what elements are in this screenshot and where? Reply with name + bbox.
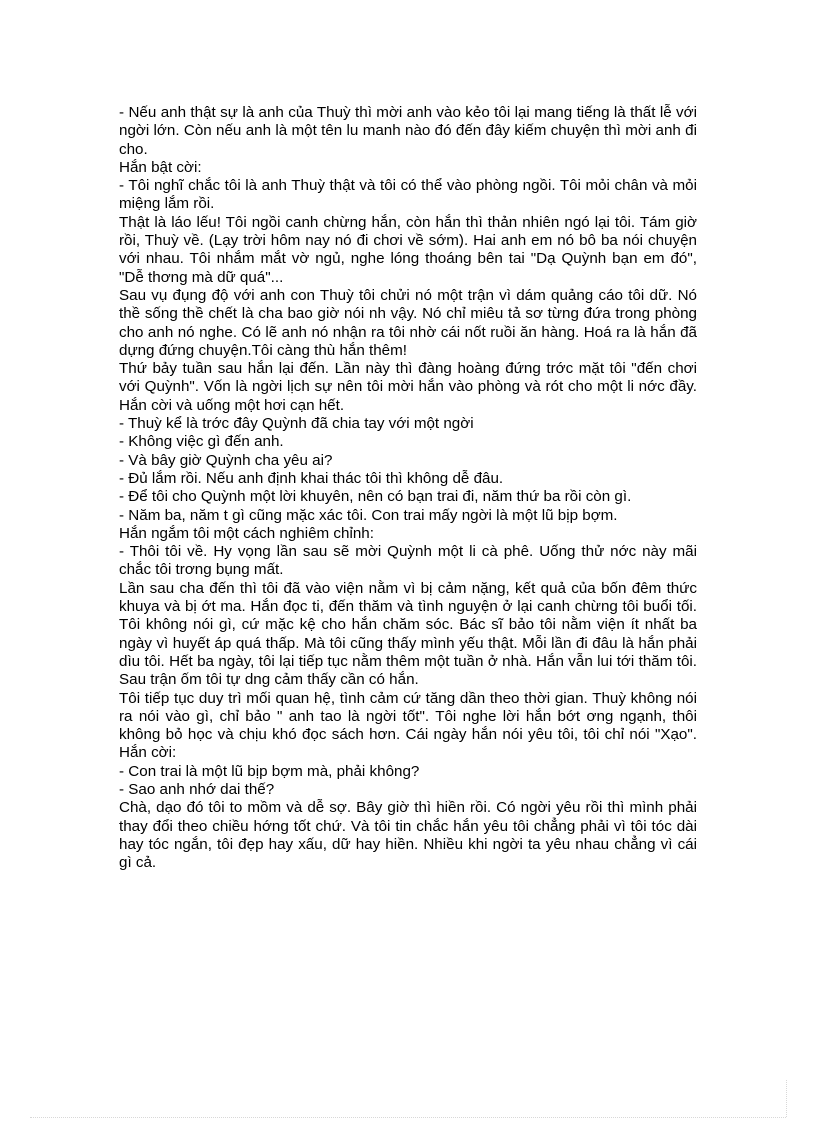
paragraph: Chà, dạo đó tôi to mồm và dễ sợ. Bây giờ thì hiền rồi. Có ngời yêu rồi thì mình phải thay đổi theo chiều hớng tốt chứ. Và tôi tin chắc hắn yêu tôi chẳng phải vì tôi tóc dài hay tóc ngắn, tôi đẹp hay xấu, dữ hay hiền. Nhiều khi ngời ta yêu nhau chẳng vì cái gì cả. xyxy=(119,799,697,872)
dialogue-line: - Sao anh nhớ dai thế? xyxy=(119,780,275,798)
paragraph: - Nếu anh thật sự là anh của Thuỳ thì mời anh vào kẻo tôi lại mang tiếng là thất lễ với ngời lớn. Còn nếu anh là một tên lu manh nào đó đến đây kiếm chuyện thì mời anh đi cho. xyxy=(119,104,697,158)
paragraph: Tôi tiếp tục duy trì mối quan hệ, tình cảm cứ tăng dần theo thời gian. Thuỳ không nói ra nói vào gì, chỉ bảo " anh tao là ngời tốt". Tôi nghe lời hắn bớt ơng ngạnh, thôi không bỏ học và chịu khó đọc sách hơn. Cái ngày hắn nói yêu tôi, tôi chỉ nói "Xạo". Hắn cời: xyxy=(119,689,697,762)
paragraph: - Tôi nghĩ chắc tôi là anh Thuỳ thật và tôi có thể vào phòng ngồi. Tôi mỏi chân và mỏi miệng lắm rồi. xyxy=(119,177,697,213)
page-bottom-border xyxy=(30,1117,786,1118)
paragraph: Hắn bật cời: xyxy=(119,158,202,176)
dialogue-line: - Đủ lắm rồi. Nếu anh định khai thác tôi thì không dễ đâu. xyxy=(119,469,504,487)
paragraph: Thứ bảy tuần sau hắn lại đến. Lần này thì đàng hoàng đứng trớc mặt tôi "đến chơi với Quỳnh". Vốn là ngời lịch sự nên tôi mời hắn vào phòng và rót cho một li nớc đầy. Hắn cời và uống một hơi cạn hết. xyxy=(119,360,697,414)
dialogue-line: - Năm ba, năm t gì cũng mặc xác tôi. Con trai mấy ngời là một lũ bịp bợm. xyxy=(119,506,618,524)
paragraph: Sau vụ đụng độ với anh con Thuỳ tôi chửi nó một trận vì dám quảng cáo tôi dữ. Nó thề sống thề chết là cha bao giờ nói nh vậy. Nó chỉ miêu tả sơ từng đứa trong phòng cho anh nó nghe. Có lẽ anh nó nhận ra tôi nhờ cái nốt ruồi ăn hàng. Hoá ra là hắn đã dựng đứng chuyện.Tôi càng thù hắn thêm! xyxy=(119,286,697,359)
page-right-border xyxy=(786,1080,787,1117)
dialogue-line: - Và bây giờ Quỳnh cha yêu ai? xyxy=(119,451,333,469)
dialogue-line: - Thuỳ kể là trớc đây Quỳnh đã chia tay với một ngời xyxy=(119,415,474,433)
dialogue-line: - Không việc gì đến anh. xyxy=(119,433,284,451)
paragraph: Lần sau cha đến thì tôi đã vào viện nằm vì bị cảm nặng, kết quả của bốn đêm thức khuya và bị ớt ma. Hắn đọc ti, đến thăm và tình nguyện ở lại canh chừng tôi buổi tối. Tôi không nói gì, cứ mặc kệ cho hắn chăm sóc. Bác sĩ bảo tôi nằm viện ít nhất ba ngày vì huyết áp quá thấp. Mà tôi cũng thấy mình yếu thật. Mỗi lần đi đâu là hắn phải dìu tôi. Hết ba ngày, tôi lại tiếp tục nằm thêm một tuần ở nhà. Hắn vẫn lui tới thăm tôi. Sau trận ốm tôi tự dng cảm thấy cần có hắn. xyxy=(119,579,697,689)
paragraph: Hắn ngắm tôi một cách nghiêm chỉnh: xyxy=(119,524,374,542)
dialogue-line: - Con trai là một lũ bịp bợm mà, phải không? xyxy=(119,762,420,780)
dialogue-line: - Để tôi cho Quỳnh một lời khuyên, nên có bạn trai đi, năm thứ ba rồi còn gì. xyxy=(119,488,632,506)
paragraph: Thật là láo lếu! Tôi ngồi canh chừng hắn, còn hắn thì thản nhiên ngó lại tôi. Tám giờ rồi, Thuỳ về. (Lạy trời hôm nay nó đi chơi về sớm). Hai anh em nó bô ba nói chuyện với nhau. Tôi nhắm mắt vờ ngủ, nghe lóng thoáng bên tai "Dạ Quỳnh bạn em đó", "Dễ thơng mà dữ quá"... xyxy=(119,213,697,286)
dialogue-line: - Thôi tôi về. Hy vọng lần sau sẽ mời Quỳnh một li cà phê. Uống thử nớc này mãi chắc tôi trơng bụng mất. xyxy=(119,543,697,579)
story-text xyxy=(119,104,697,872)
